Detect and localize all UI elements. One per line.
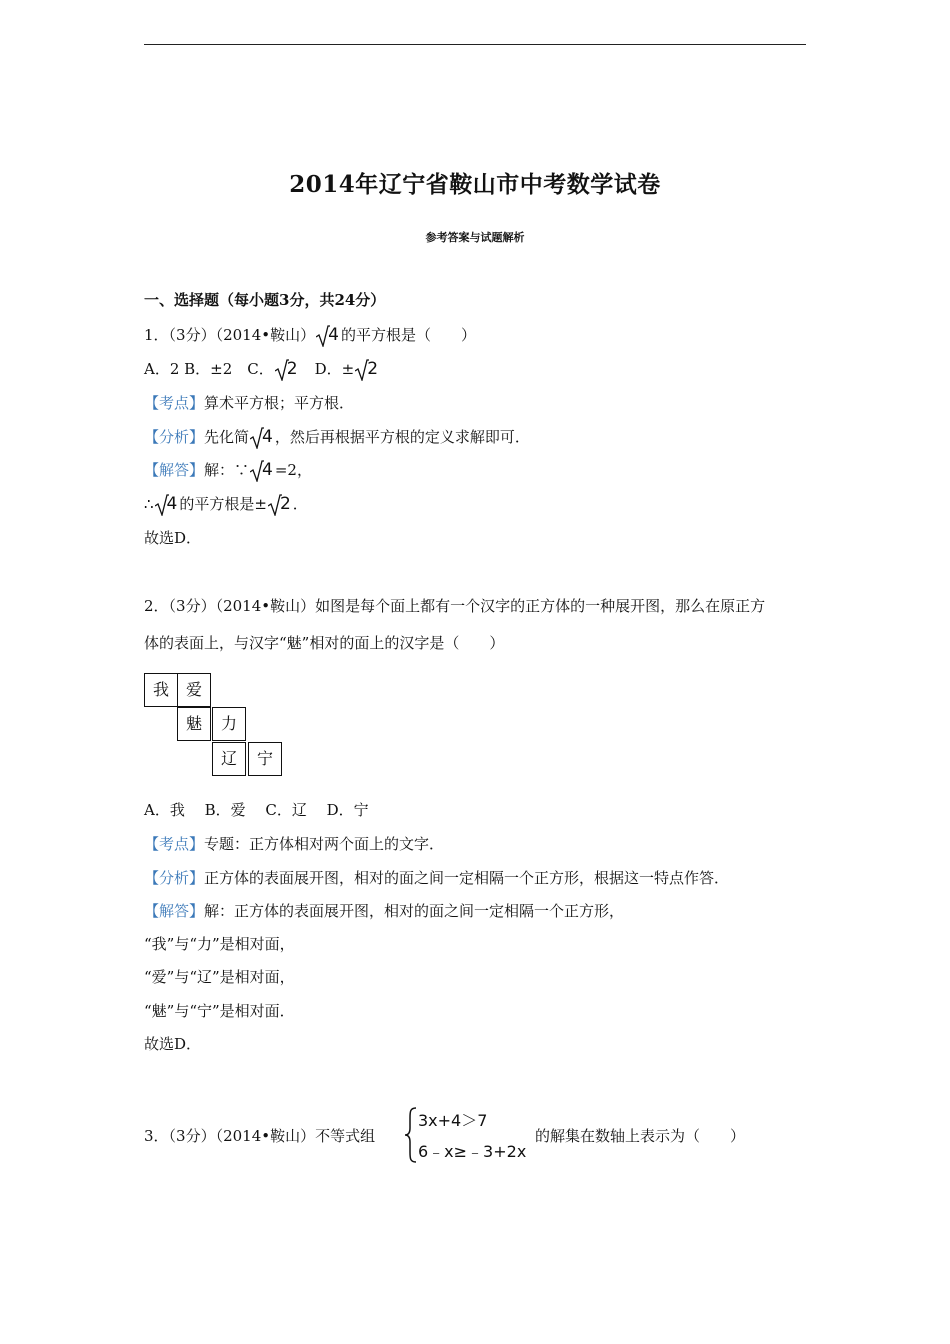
q1-stem <box>144 325 476 345</box>
q1-stem-prefix: 1．（3分）（2014•鞍山） <box>144 326 316 344</box>
inequality-1: 3x+4＞7 <box>418 1111 488 1130</box>
jieda-tag: 【解答】 <box>144 461 205 479</box>
radicand: 2 <box>286 359 298 379</box>
jieda-text: =2， <box>274 461 312 479</box>
q2-kaodian <box>144 834 444 854</box>
sqrt-symbol <box>355 359 379 379</box>
jieda-text: 解：正方体的表面展开图，相对的面之间一定相隔一个正方形， <box>204 902 625 920</box>
net-cell: 我 <box>144 673 178 707</box>
jieda-text: ． <box>292 495 308 513</box>
sqrt-symbol <box>250 427 274 447</box>
inequality-2: 6﹣x≥﹣3+2x <box>418 1142 527 1161</box>
radicand: 4 <box>166 494 178 514</box>
brace-icon <box>404 1106 418 1164</box>
jieda-text: 的平方根是± <box>179 495 267 513</box>
q1-options-text: A．2 B．±2 C． <box>144 360 274 378</box>
q2-jieda <box>144 901 624 921</box>
kaodian-text: 专题：正方体相对两个面上的文字． <box>204 835 445 853</box>
sqrt-symbol <box>155 494 179 514</box>
section-heading: 一、选择题（每小题3分，共24分） <box>144 291 386 309</box>
q1-jieda-line2 <box>144 494 308 514</box>
fenxi-tag: 【分析】 <box>144 428 205 446</box>
q1-options <box>144 359 380 379</box>
q2-stem-line1: 2．（3分）（2014•鞍山）如图是每个面上都有一个汉字的正方体的一种展开图，那么在原正方 <box>144 597 766 615</box>
net-cell: 力 <box>212 707 246 741</box>
net-cell: 宁 <box>248 742 282 776</box>
q2-pair2: “爱”与“辽”是相对面， <box>144 968 295 986</box>
q1-answer: 故选D． <box>144 529 202 547</box>
kaodian-tag: 【考点】 <box>144 835 205 853</box>
header-rule <box>144 44 806 45</box>
therefore-symbol: ∴ <box>144 495 154 513</box>
q1-stem-suffix: 的平方根是（ ） <box>340 326 476 344</box>
q3-stem-prefix: 3．（3分）（2014•鞍山）不等式组 <box>144 1127 376 1145</box>
sqrt-symbol <box>268 494 292 514</box>
radicand: 4 <box>262 427 273 447</box>
page-subtitle: 参考答案与试题解析 <box>425 231 525 244</box>
radicand: 2 <box>279 494 291 514</box>
q1-options-text: D．± <box>299 360 355 378</box>
fenxi-text: ，然后再根据平方根的定义求解即可． <box>274 428 530 446</box>
q2-fenxi <box>144 868 729 888</box>
fenxi-tag: 【分析】 <box>144 869 205 887</box>
radicand: 2 <box>367 359 379 379</box>
radicand: 4 <box>328 325 339 345</box>
q1-kaodian <box>144 393 354 413</box>
inequality-system <box>404 1106 539 1164</box>
sqrt-symbol <box>316 325 340 345</box>
sqrt-symbol <box>275 359 299 379</box>
kaodian-tag: 【考点】 <box>144 394 205 412</box>
fenxi-text: 正方体的表面展开图，相对的面之间一定相隔一个正方形，根据这一特点作答． <box>204 869 730 887</box>
q2-options: A．我 B．爱 C．辽 D．宁 <box>144 801 369 819</box>
jieda-tag: 【解答】 <box>144 902 205 920</box>
jieda-text: 解：∵ <box>204 461 250 479</box>
q2-stem-line2: 体的表面上，与汉字“魅”相对的面上的汉字是（ ） <box>144 634 505 652</box>
net-cell: 魅 <box>177 707 211 741</box>
page-title: 2014年辽宁省鞍山市中考数学试卷 <box>289 171 661 198</box>
q1-fenxi <box>144 427 530 447</box>
kaodian-text: 算术平方根；平方根． <box>204 394 355 412</box>
fenxi-text: 先化简 <box>204 428 250 446</box>
q2-answer: 故选D． <box>144 1035 202 1053</box>
net-cell: 爱 <box>177 673 211 707</box>
q3-stem-suffix: 的解集在数轴上表示为（ ） <box>535 1127 746 1145</box>
q1-jieda <box>144 460 312 480</box>
q2-pair3: “魅”与“宁”是相对面． <box>144 1002 295 1020</box>
sqrt-symbol <box>250 460 274 480</box>
q2-pair1: “我”与“力”是相对面， <box>144 935 295 953</box>
radicand: 4 <box>262 460 273 480</box>
net-cell: 辽 <box>212 742 246 776</box>
